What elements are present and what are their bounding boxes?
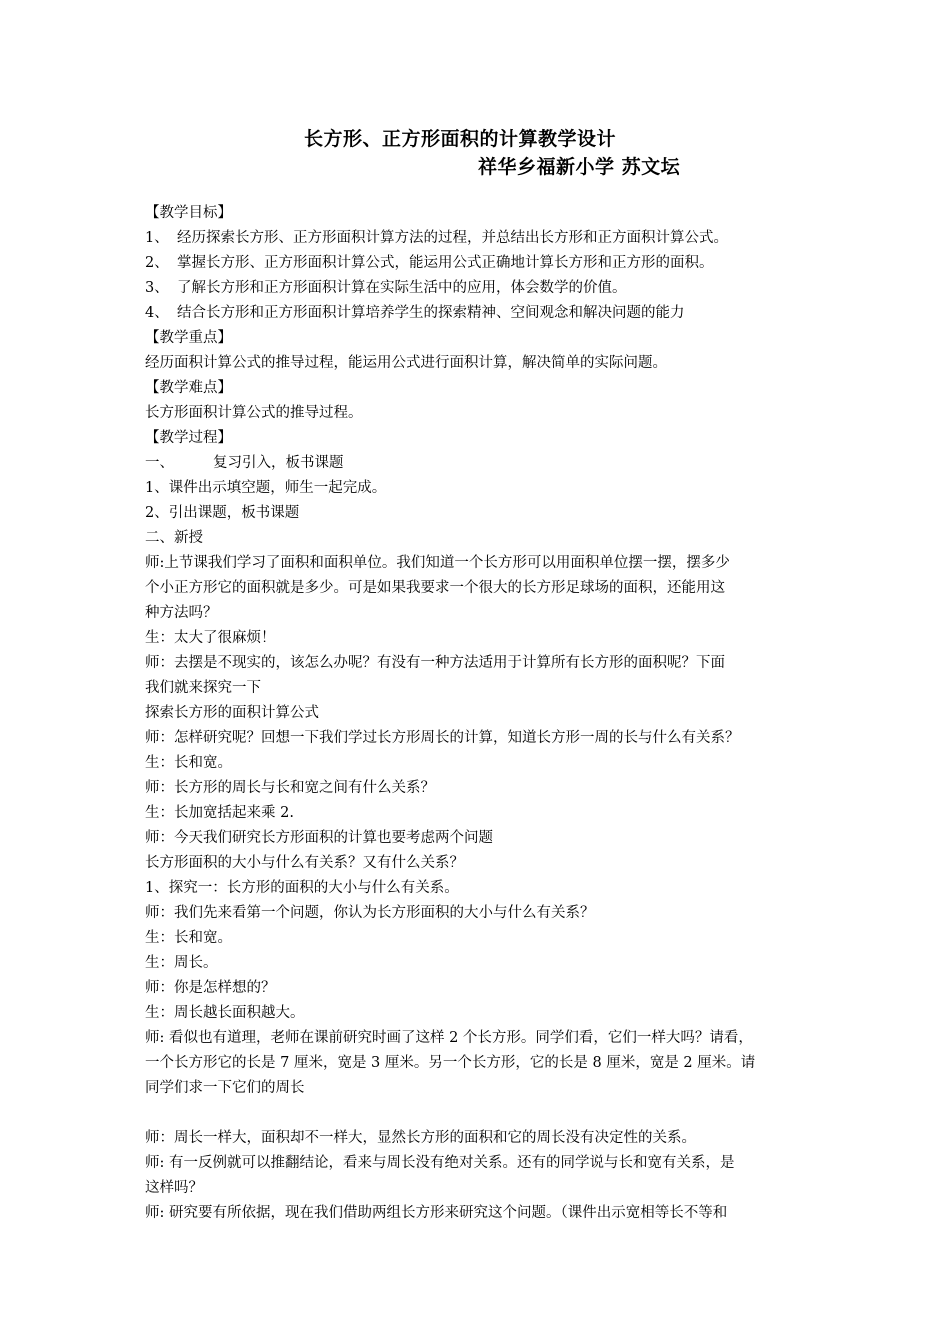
paragraph-line: 师：长方形的周长与长和宽之间有什么关系？ [145, 780, 435, 796]
step-one-number: 一、 [145, 455, 174, 471]
paragraph-line: 二、新授 [145, 530, 203, 546]
objective-number: 4、 [145, 305, 169, 321]
paragraph-line: 生：长和宽。 [145, 755, 232, 771]
paragraph-line: 师: 看似也有道理，老师在课前研究时画了这样 2 个长方形。同学们看，它们一样大吗？请看， [145, 1030, 753, 1046]
paragraph-line: 师：你是怎样想的？ [145, 980, 276, 996]
objective-number: 2、 [145, 255, 169, 271]
document-body [145, 201, 815, 1226]
step-one-text: 复习引入，板书课题 [213, 455, 344, 471]
process-heading: 【教学过程】 [145, 430, 232, 446]
document-author: 祥华乡福新小学 苏文坛 [478, 156, 681, 178]
paragraph-line: 师：怎样研究呢？回想一下我们学过长方形周长的计算，知道长方形一周的长与什么有关系？ [145, 730, 740, 746]
paragraph-line: 师: 有一反例就可以推翻结论，看来与周长没有绝对关系。还有的同学说与长和宽有关系，是 [145, 1155, 735, 1171]
objectives-heading: 【教学目标】 [145, 205, 232, 221]
paragraph-line: 师：我们先来看第一个问题，你认为长方形面积的大小与什么有关系？ [145, 905, 595, 921]
objective-text: 掌握长方形、正方形面积计算公式，能运用公式正确地计算长方形和正方形的面积。 [177, 255, 714, 271]
key-points-text: 经历面积计算公式的推导过程，能运用公式进行面积计算，解决简单的实际问题。 [145, 355, 667, 371]
paragraph-line: 师: 研究要有所依据，现在我们借助两组长方形来研究这个问题。（课件出示宽相等长不等和 [145, 1205, 728, 1221]
paragraph-line: 生：太大了很麻烦！ [145, 630, 276, 646]
paragraph-line: 这样吗？ [145, 1180, 203, 1196]
objective-item [145, 226, 815, 251]
blank-line [145, 1101, 815, 1126]
paragraph-line: 种方法吗？ [145, 605, 218, 621]
paragraph-line: 同学们求一下它们的周长 [145, 1080, 305, 1096]
paragraph-line: 师：今天我们研究长方形面积的计算也要考虑两个问题 [145, 830, 493, 846]
objective-text: 经历探索长方形、正方形面积计算方法的过程，并总结出长方形和正方面积计算公式。 [177, 230, 728, 246]
difficulty-text: 长方形面积计算公式的推导过程。 [145, 405, 363, 421]
paragraph-line: 生：长加宽括起来乘 2. [145, 805, 294, 821]
step-one [145, 451, 815, 476]
key-points-heading: 【教学重点】 [145, 330, 232, 346]
paragraph-line: 生：长和宽。 [145, 930, 232, 946]
objective-text: 了解长方形和正方形面积计算在实际生活中的应用，体会数学的价值。 [177, 280, 627, 296]
document-title: 长方形、正方形面积的计算教学设计 [304, 128, 617, 150]
objective-text: 结合长方形和正方形面积计算培养学生的探索精神、空间观念和解决问题的能力 [177, 305, 685, 321]
paragraph-line: 1、课件出示填空题，师生一起完成。 [145, 480, 387, 496]
paragraph-line: 探索长方形的面积计算公式 [145, 705, 319, 721]
objective-number: 3、 [145, 280, 169, 296]
paragraph-line: 师:上节课我们学习了面积和面积单位。我们知道一个长方形可以用面积单位摆一摆，摆多少 [145, 555, 730, 571]
paragraph-line: 2、引出课题，板书课题 [145, 505, 300, 521]
paragraph-line: 一个长方形它的长是 7 厘米，宽是 3 厘米。另一个长方形，它的长是 8 厘米，宽是 2 厘米。请 [145, 1055, 756, 1071]
paragraph-line: 生：周长。 [145, 955, 218, 971]
objective-number: 1、 [145, 230, 169, 246]
objective-item [145, 251, 815, 276]
difficulty-heading: 【教学难点】 [145, 380, 232, 396]
paragraph-line: 1、探究一：长方形的面积的大小与什么有关系。 [145, 880, 459, 896]
paragraph-line: 个小正方形它的面积就是多少。可是如果我要求一个很大的长方形足球场的面积，还能用这 [145, 580, 725, 596]
paragraph-line: 师：去摆是不现实的，该怎么办呢？有没有一种方法适用于计算所有长方形的面积呢？下面 [145, 655, 725, 671]
paragraph-line: 我们就来探究一下 [145, 680, 261, 696]
paragraph-line: 生：周长越长面积越大。 [145, 1005, 305, 1021]
objective-item [145, 301, 815, 326]
objective-item [145, 276, 815, 301]
paragraph-line: 师：周长一样大，面积却不一样大，显然长方形的面积和它的周长没有决定性的关系。 [145, 1130, 696, 1146]
paragraph-line: 长方形面积的大小与什么有关系？又有什么关系？ [145, 855, 464, 871]
